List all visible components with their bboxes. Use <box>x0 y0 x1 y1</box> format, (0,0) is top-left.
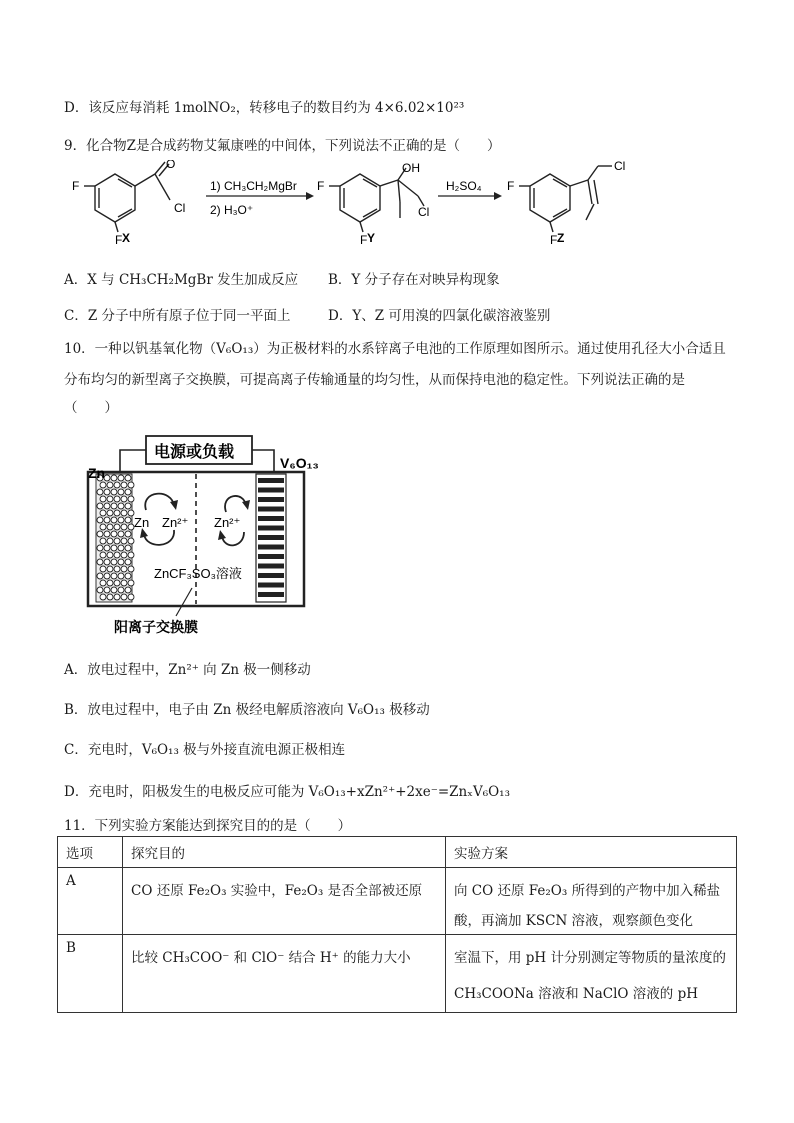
row-option: A <box>58 868 123 935</box>
zinc-particle <box>111 587 117 593</box>
z-chlorine: Cl <box>614 160 626 173</box>
zinc-particle <box>100 594 106 600</box>
q10-stem-line2: 分布均匀的新型离子交换膜，可提高离子传输通量的均匀性，从而保持电池的稳定性。下列说法正确的是 <box>64 372 685 388</box>
zinc-particle <box>104 517 110 523</box>
zinc-particle <box>100 538 106 544</box>
zinc-particle <box>125 517 131 523</box>
y-fluorine-left: F <box>317 179 325 193</box>
zinc-particle <box>104 503 110 509</box>
zinc-particle <box>114 496 120 502</box>
zinc-particle <box>97 587 103 593</box>
q9-option-b: B．Y 分子存在对映异构现象 <box>328 272 500 288</box>
zinc-particle <box>128 594 134 600</box>
zinc-particle <box>118 503 124 509</box>
zinc-particle <box>121 496 127 502</box>
zinc-particle <box>97 573 103 579</box>
zinc-particle <box>125 503 131 509</box>
q9-option-c: C．Z 分子中所有原子位于同一平面上 <box>64 308 291 324</box>
row-plan <box>446 868 737 935</box>
zinc-particle <box>104 559 110 565</box>
zinc-particle <box>118 573 124 579</box>
v6o13-layer <box>258 564 284 569</box>
q11-stem: 11．下列实验方案能达到探究目的的是（ ） <box>64 818 352 834</box>
zinc-particle <box>107 552 113 558</box>
v6o13-layer <box>258 478 284 483</box>
reagent-step-2: 2) H₃O⁺ <box>210 203 254 217</box>
zinc-particle <box>100 496 106 502</box>
zinc-particle <box>111 531 117 537</box>
q10-option-a: A．放电过程中，Zn²⁺ 向 Zn 极一侧移动 <box>64 662 311 678</box>
table-row <box>58 868 737 935</box>
v6o13-layer <box>258 583 284 588</box>
v6o13-layer <box>258 497 284 502</box>
row-plan-line1: 向 CO 还原 Fe₂O₃ 所得到的产物中加入稀盐 <box>454 883 721 899</box>
zinc-particle <box>121 566 127 572</box>
z-fluorine-bottom: F <box>550 233 558 247</box>
zinc-particle <box>97 517 103 523</box>
label-x: X <box>122 231 131 245</box>
row-purpose-text: CO 还原 Fe₂O₃ 实验中，Fe₂O₃ 是否全部被还原 <box>131 883 423 899</box>
zinc-particle <box>111 503 117 509</box>
zinc-particle <box>125 489 131 495</box>
label-z: Z <box>557 231 565 245</box>
zinc-particle <box>125 531 131 537</box>
row-plan <box>446 935 737 1013</box>
molecule-y <box>329 168 424 232</box>
left-zn2-label: Zn²⁺ <box>162 515 189 530</box>
x-fluorine-bottom: F <box>115 233 123 247</box>
q8-option-d: D．该反应每消耗 1molNO₂，转移电子的数目约为 4×6.02×10²³ <box>64 100 465 116</box>
zinc-particle <box>128 538 134 544</box>
y-hydroxyl: OH <box>402 161 420 175</box>
table-row <box>58 935 737 1013</box>
zinc-particle <box>114 580 120 586</box>
zinc-particle <box>121 552 127 558</box>
zinc-particle <box>111 559 117 565</box>
zinc-particle <box>97 531 103 537</box>
q10-option-c: C．充电时，V₆O₁₃ 极与外接直流电源正极相连 <box>64 742 346 758</box>
zinc-particle <box>111 489 117 495</box>
v6o13-layer <box>258 507 284 512</box>
z-fluorine-left: F <box>507 179 515 193</box>
row-purpose-text: 比较 CH₃COO⁻ 和 ClO⁻ 结合 H⁺ 的能力大小 <box>131 950 411 966</box>
molecule-x <box>84 162 170 232</box>
zinc-particle <box>104 545 110 551</box>
zinc-particle <box>100 552 106 558</box>
zinc-particle <box>104 489 110 495</box>
zinc-particle <box>118 587 124 593</box>
q9-option-d: D．Y、Z 可用溴的四氯化碳溶液鉴别 <box>328 308 551 324</box>
zinc-particle <box>107 524 113 530</box>
zinc-particle <box>97 489 103 495</box>
v6o13-layer <box>258 554 284 559</box>
zinc-particle <box>121 482 127 488</box>
zinc-particle <box>107 566 113 572</box>
zinc-particle <box>100 566 106 572</box>
zinc-particle <box>111 545 117 551</box>
zinc-particle <box>104 587 110 593</box>
zinc-particle <box>121 510 127 516</box>
row-plan-line2: CH₃COONa 溶液和 NaClO 溶液的 pH <box>454 986 698 1002</box>
zinc-particle <box>128 482 134 488</box>
zinc-particle <box>114 524 120 530</box>
zinc-particle <box>118 531 124 537</box>
q9-reaction-scheme <box>60 160 740 250</box>
reagent-acid: H₂SO₄ <box>446 179 482 193</box>
q9-option-a: A．X 与 CH₃CH₂MgBr 发生加成反应 <box>64 272 299 288</box>
zinc-particle <box>100 510 106 516</box>
zinc-particle <box>111 573 117 579</box>
cathode-label: V₆O₁₃ <box>280 455 319 471</box>
zinc-particle <box>100 580 106 586</box>
zinc-particle <box>107 510 113 516</box>
zinc-particle <box>121 538 127 544</box>
zinc-particle <box>97 545 103 551</box>
zinc-particle <box>125 475 131 481</box>
zinc-particle <box>104 573 110 579</box>
reagent-step-1: 1) CH₃CH₂MgBr <box>210 179 297 193</box>
zinc-particle <box>125 545 131 551</box>
zinc-particle <box>118 559 124 565</box>
row-plan-line2: 酸，再滴加 KSCN 溶液，观察颜色变化 <box>454 913 694 929</box>
molecule-z <box>519 166 612 232</box>
zinc-particle <box>121 594 127 600</box>
solution-label: ZnCF₃SO₃溶液 <box>154 566 242 581</box>
v6o13-layer <box>258 488 284 493</box>
membrane-label: 阳离子交换膜 <box>114 619 198 635</box>
v6o13-layer <box>258 535 284 540</box>
right-zn2-label: Zn²⁺ <box>214 515 241 530</box>
zinc-particle <box>114 510 120 516</box>
row-option: B <box>58 935 123 1013</box>
header-purpose: 探究目的 <box>123 837 446 868</box>
zinc-particle <box>125 559 131 565</box>
left-zn-label: Zn <box>134 515 150 530</box>
zinc-particle <box>114 538 120 544</box>
v6o13-layer <box>258 573 284 578</box>
zinc-particle <box>107 538 113 544</box>
y-chlorine: Cl <box>418 205 430 219</box>
zinc-particle <box>107 580 113 586</box>
row-plan-line1: 室温下，用 pH 计分别测定等物质的量浓度的 <box>454 950 726 966</box>
zinc-particle <box>128 552 134 558</box>
zinc-particle <box>107 496 113 502</box>
zinc-particle <box>118 489 124 495</box>
zinc-particle <box>125 573 131 579</box>
zinc-particle <box>111 517 117 523</box>
anode-label: Zn <box>88 465 106 481</box>
row-purpose <box>123 935 446 1013</box>
zinc-particle <box>114 482 120 488</box>
zinc-particle <box>121 524 127 530</box>
v6o13-layer <box>258 516 284 521</box>
zinc-particle <box>121 580 127 586</box>
y-fluorine-bottom: F <box>360 233 368 247</box>
power-or-load-label: 电源或负载 <box>154 444 235 461</box>
q10-option-b: B．放电过程中，电子由 Zn 极经电解质溶液向 V₆O₁₃ 极移动 <box>64 702 430 718</box>
zinc-particle <box>100 482 106 488</box>
zinc-particle <box>118 545 124 551</box>
zinc-particle <box>97 559 103 565</box>
header-plan: 实验方案 <box>446 837 737 868</box>
zinc-particle <box>97 503 103 509</box>
experiment-table <box>57 836 737 1013</box>
zinc-particle <box>107 482 113 488</box>
zinc-particle <box>114 566 120 572</box>
q10-stem-line1: 10．一种以钒基氧化物（V₆O₁₃）为正极材料的水系锌离子电池的工作原理如图所示。通过使用孔径大小合适且 <box>64 341 726 357</box>
q10-option-d: D．充电时，阳极发生的电极反应可能为 V₆O₁₃+xZn²⁺+2xe⁻=ZnₓV₆O₁₃ <box>64 784 510 800</box>
zinc-particle <box>128 580 134 586</box>
v6o13-layer <box>258 592 284 597</box>
zinc-particle <box>118 517 124 523</box>
zinc-particle <box>104 531 110 537</box>
v6o13-layer <box>258 526 284 531</box>
x-chlorine: Cl <box>174 201 186 215</box>
zinc-particle <box>114 594 120 600</box>
x-fluorine-left: F <box>72 179 80 193</box>
x-oxygen: O <box>166 160 176 171</box>
zinc-particle <box>125 587 131 593</box>
zinc-particle <box>114 552 120 558</box>
q10-stem-line3: （ ） <box>64 400 118 416</box>
v6o13-layer <box>258 545 284 550</box>
zinc-particle <box>128 496 134 502</box>
zinc-particle <box>111 475 117 481</box>
battery-diagram <box>84 430 344 640</box>
header-option: 选项 <box>58 837 123 868</box>
zinc-particle <box>100 524 106 530</box>
q9-stem: 9．化合物Z是合成药物艾氟康唑的中间体，下列说法不正确的是（ ） <box>64 138 501 154</box>
table-header-row <box>58 837 737 868</box>
row-purpose <box>123 868 446 935</box>
zinc-particle <box>107 594 113 600</box>
zinc-particle <box>128 566 134 572</box>
zinc-particle <box>118 475 124 481</box>
label-y: Y <box>367 231 376 245</box>
